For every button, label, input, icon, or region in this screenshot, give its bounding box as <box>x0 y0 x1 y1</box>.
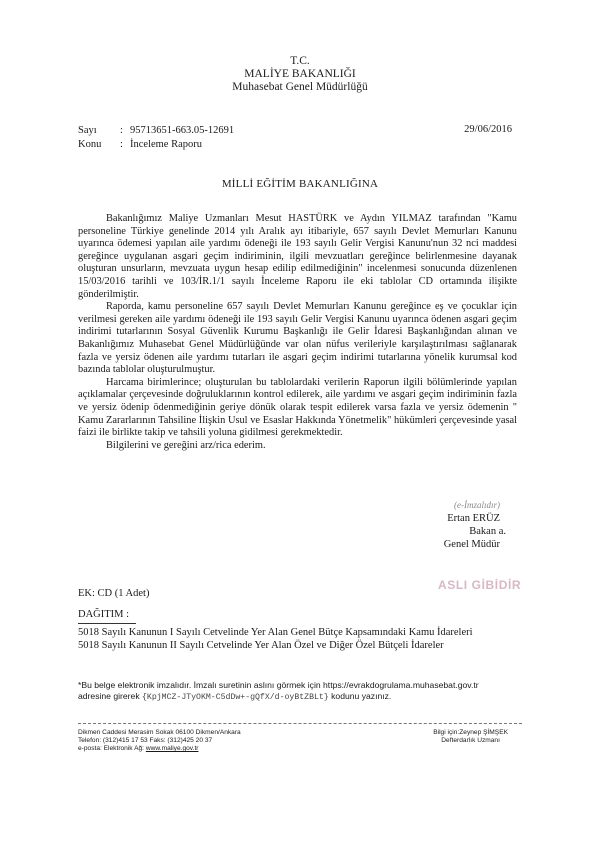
verification-code: {KpjMCZ-JTyOKM-C5dDw+-gQfX/d-oyBtZBLt} <box>142 693 329 702</box>
e-signature-verification-note <box>78 680 518 703</box>
true-copy-stamp: ASLI GİBİDİR <box>438 578 522 592</box>
letterhead-ministry: MALİYE BAKANLIĞI <box>244 68 356 80</box>
letterhead-tc: T.C. <box>290 55 310 67</box>
signature-block <box>443 499 506 551</box>
footer-web-link[interactable]: www.maliye.gov.tr <box>145 745 199 752</box>
paragraph-3: Harcama birimlerince; oluşturulan bu tablolardaki verilerin Raporun ilgili bölümlerinde yapılan açıklamalar çerçevesinde doğruluklarının kontrol edilerek, aile yardımı ve asgari geçim indiriminin fazla ve yersiz ödenip ödenmediğinin geriye dönük olarak tespit edilerek varsa fazla ve yersiz ödemenin " Kamu Zararlarının Tahsiline İlişkin Usul ve Esaslar Hakkında Yönetmelik" hükümleri çerçevesinde yasal faizi ile birlikte takip ve tahsili yoluna gidilmesi gerekmektedir. <box>78 376 517 439</box>
footer-divider <box>78 723 522 724</box>
footer-address: Dikmen Caddesi Merasim Sokak 06100 Dikmen/Ankara <box>78 729 241 736</box>
signer-title-2: Genel Müdür <box>443 539 500 550</box>
distribution-item-1: 5018 Sayılı Kanunun I Sayılı Cetvelinde Yer Alan Genel Bütçe Kapsamındaki Kamu İdareleri <box>78 626 473 638</box>
distribution-block <box>78 608 473 653</box>
document-meta <box>78 124 234 152</box>
letterhead-directorate: Muhasebat Genel Müdürlüğü <box>232 81 368 93</box>
sayi-row: Sayı : 95713651-663.05-12691 <box>78 125 235 136</box>
verification-line-1: *Bu belge elektronik imzalıdır. İmzalı suretinin aslını görmek için https://evrakdogrulama.muhasebat.gov.tr <box>78 680 479 690</box>
konu-value: İnceleme Raporu <box>130 139 203 150</box>
sayi-label: Sayı <box>78 125 97 136</box>
attachment-note: EK: CD (1 Adet) <box>78 588 150 599</box>
paragraph-4: Bilgilerini ve gereğini arz/rica ederim. <box>106 439 266 451</box>
footer-contact <box>78 729 241 753</box>
konu-row: Konu : İnceleme Raporu <box>78 139 203 150</box>
letter-body <box>78 213 517 452</box>
paragraph-2: Raporda, kamu personeline 657 sayılı Devlet Memurları Kanunu gereğince eş ve çocuklar için verilmesi gereken aile yardımı ödeneği ile 193 sayılı Gelir Vergisi Kanunu uyarınca ödenen asgari geçim indirimi tutarlarının Sosyal Güvenlik Kurumu Başkanlığı ile Gelir İdaresi Başkanlığından alınan ve Bakanlığımız Muhasebat Genel Müdürlüğünde var olan nüfus verileriyle karşılaştırılması sağlanarak fazla ve yersiz ödenen aile yardımı tutarları ile asgari geçim indirimi tutarlarına yönelik kurumsal kod bazında tablolar oluşturulmuştur. <box>78 301 517 376</box>
signer-name: Ertan ERÜZ <box>447 513 500 524</box>
letterhead <box>0 55 600 94</box>
footer-info-title: Defterdarlık Uzmanı <box>441 737 500 744</box>
verification-prefix: adresine girerek <box>78 691 140 701</box>
e-signature-note: (e-İmzalıdır) <box>454 500 500 510</box>
footer-web-prefix: e-posta: Elektronik Ağ: <box>78 745 144 752</box>
verification-line-2 <box>78 691 518 703</box>
document-date: 29/06/2016 <box>464 124 512 135</box>
paragraph-1: Bakanlığımız Maliye Uzmanları Mesut HASTÜRK ve Aydın YILMAZ tarafından "Kamu personeline Türkiye genelinde 2014 yılı Aralık ayı itibariyle, 657 sayılı Devlet Memurları Kanunu uyarınca ödemesi yapılan aile yardımı ödeneği ile 193 sayılı Gelir Vergisi Kanunu'nun 32 nci maddesi gereğince uygulanan asgari geçim indiriminin, ilgili mevzuatları gereğince belirlenmesine dayanak oluşturan unsurların, mevzuata uygun hesap edilip edilmediğinin" incelenmesi sonucunda düzenlenen 15/03/2016 tarihli ve 103/İR.1/1 sayılı İnceleme Raporu ile eki tablolar CD ortamında ilişikte gönderilmiştir. <box>78 213 517 300</box>
sayi-value: 95713651-663.05-12691 <box>130 125 235 136</box>
konu-label: Konu <box>78 139 102 150</box>
addressee: MİLLİ EĞİTİM BAKANLIĞINA <box>221 178 379 190</box>
distribution-title: DAĞITIM : <box>78 609 130 620</box>
verification-suffix: kodunu yazınız. <box>331 691 392 701</box>
footer-info <box>433 729 508 745</box>
footer-info-contact: Bilgi için:Zeynep ŞİMŞEK <box>433 729 508 736</box>
distribution-item-2: 5018 Sayılı Kanunun II Sayılı Cetvelinde Yer Alan Özel ve Diğer Özel Bütçeli İdareler <box>78 640 444 651</box>
footer-web-row <box>78 745 241 753</box>
distribution-title-underline <box>78 623 136 624</box>
footer-phone: Telefon: (312)415 17 53 Faks: (312)425 20 37 <box>78 737 213 744</box>
signer-title-1: Bakan a. <box>469 526 506 537</box>
